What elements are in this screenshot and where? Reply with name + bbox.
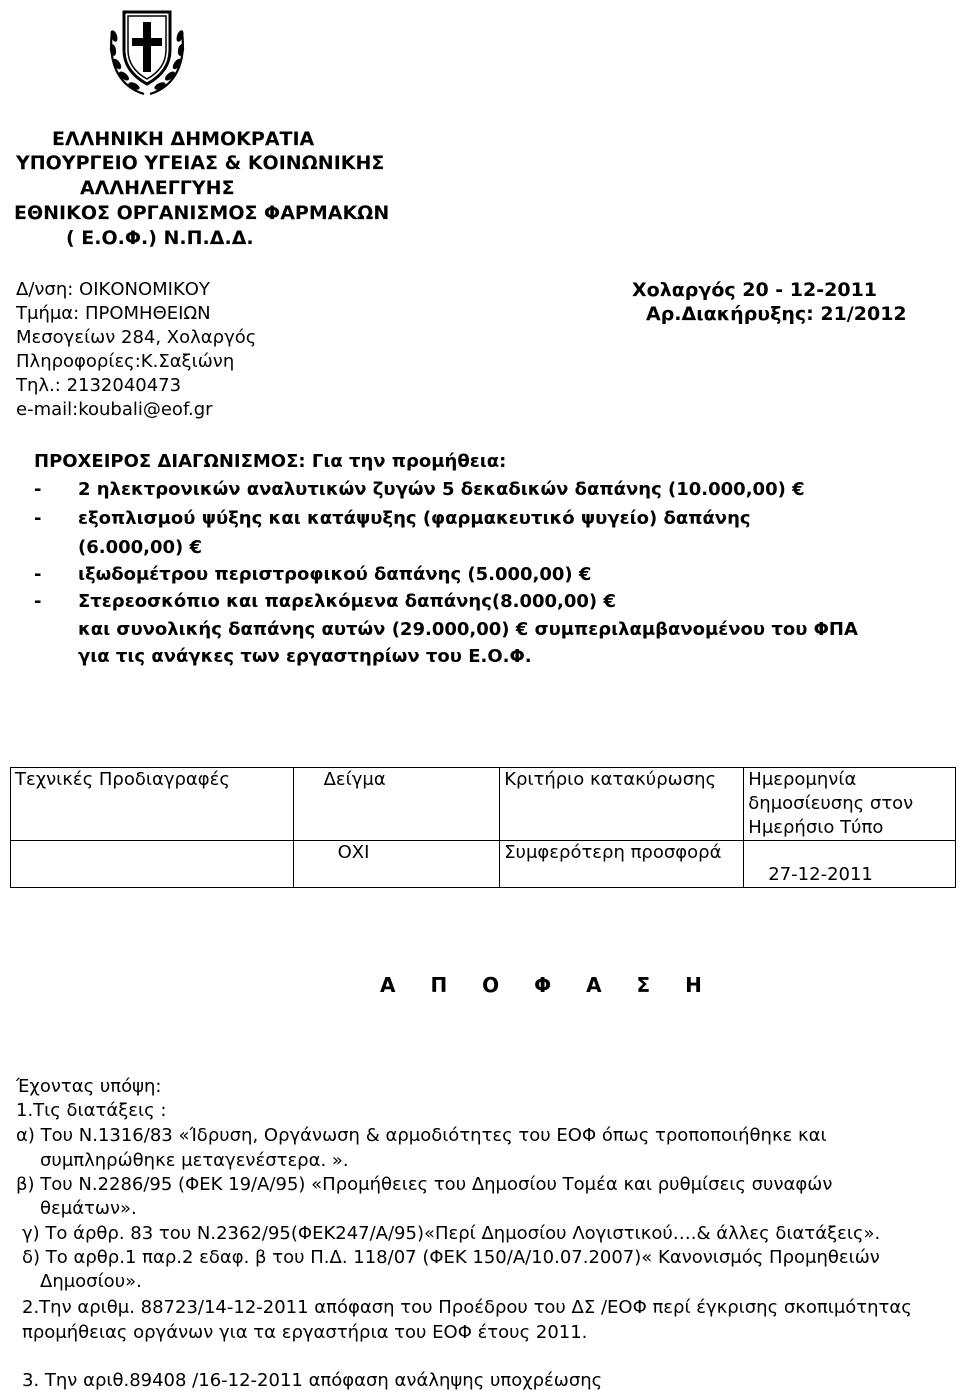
org-line: ΕΛΛΗΝΙΚΗ ΔΗΜΟΚΡΑΤΙΑ <box>52 128 315 150</box>
department-line: Τμήμα: ΠΡΟΜΗΘΕΙΩΝ <box>16 303 211 324</box>
place-date: Χολαργός 20 - 12-2011 <box>632 279 878 301</box>
table-cell <box>293 841 500 888</box>
email-line: e-mail:koubali@eof.gr <box>16 399 213 420</box>
body-paragraph: γ) Το άρθρ. 83 του Ν.2362/95(ΦΕΚ247/Α/95)«Περί Δημοσίου Λογιστικού….& άλλες διατάξεις». <box>22 1223 881 1244</box>
subject-item: (6.000,00) € <box>78 537 203 558</box>
body-paragraph: 1.Τις διατάξεις : <box>16 1100 167 1121</box>
greek-emblem-icon <box>104 2 190 100</box>
table-cell <box>11 841 294 888</box>
subject-purpose: για τις ανάγκες των εργαστηρίων του Ε.Ο.Φ. <box>78 646 532 667</box>
body-paragraph: συμπληρώθηκε μεταγενέστερα. ». <box>40 1150 349 1171</box>
division-line: Δ/νση: ΟΙΚΟΝΟΜΙΚΟΥ <box>16 279 210 300</box>
table-row <box>11 841 956 888</box>
table-header-row <box>11 768 956 841</box>
subject-item: Στερεοσκόπιο και παρελκόμενα δαπάνης(8.000,00) € <box>78 591 616 612</box>
body-paragraph: 2.Την αριθμ. 88723/14-12-2011 απόφαση του Προέδρου του ΔΣ /ΕΟΦ περί έγκρισης σκοπιμότητας <box>22 1297 912 1318</box>
subject-item: ιξωδομέτρου περιστροφικού δαπάνης (5.000,00) € <box>78 564 592 585</box>
tender-number: Αρ.Διακήρυξης: 21/2012 <box>646 303 907 325</box>
table-header-cell <box>293 768 500 841</box>
subject-dash: - <box>34 479 42 500</box>
phone-line: Τηλ.: 2132040473 <box>16 375 182 396</box>
body-intro: Έχοντας υπόψη: <box>16 1076 162 1097</box>
org-line: ΥΠΟΥΡΓΕΙΟ ΥΓΕΙΑΣ & ΚΟΙΝΩΝΙΚΗΣ <box>16 152 385 174</box>
body-paragraph: προμήθειας οργάνων για τα εργαστήρια του ΕΟΦ έτους 2011. <box>22 1322 588 1343</box>
body-paragraph: β) Του Ν.2286/95 (ΦΕΚ 19/Α/95) «Προμήθειες του Δημοσίου Τομέα και ρυθμίσεις συναφών <box>16 1174 833 1195</box>
subject-dash: - <box>34 508 42 529</box>
table-header-text: Δείγμα <box>323 769 386 790</box>
specification-table <box>10 767 956 888</box>
sample-value: ΟΧΙ <box>337 842 370 863</box>
subject-dash: - <box>34 564 42 585</box>
body-paragraph: θεμάτων». <box>40 1198 137 1219</box>
publication-date: 27-12-2011 <box>768 864 873 885</box>
subject-item: 2 ηλεκτρονικών αναλυτικών ζυγών 5 δεκαδικών δαπάνης (10.000,00) € <box>78 479 805 500</box>
body-paragraph: α) Του Ν.1316/83 «Ίδρυση, Οργάνωση & αρμοδιότητες του ΕΟΦ όπως τροποποιήθηκε και <box>16 1125 827 1146</box>
subject-heading: ΠΡΟΧΕΙΡΟΣ ΔΙΑΓΩΝΙΣΜΟΣ: Για την προμήθεια: <box>34 451 507 472</box>
body-paragraph: 3. Την αριθ.89408 /16-12-2011 απόφαση ανάληψης υποχρέωσης <box>22 1370 603 1391</box>
table-header-cell: Τεχνικές Προδιαγραφές <box>11 768 294 841</box>
subject-item: εξοπλισμού ψύξης και κατάψυξης (φαρμακευτικό ψυγείο) δαπάνης <box>78 508 751 529</box>
org-line: ΕΘΝΙΚΟΣ ΟΡΓΑΝΙΣΜΟΣ ΦΑΡΜΑΚΩΝ <box>14 202 390 224</box>
table-cell <box>744 841 956 888</box>
body-paragraph: Δημοσίου». <box>40 1271 142 1292</box>
info-line: Πληροφορίες:Κ.Σαξιώνη <box>16 351 235 372</box>
org-line: ΑΛΛΗΛΕΓΓΥΗΣ <box>80 177 235 199</box>
address-line: Μεσογείων 284, Χολαργός <box>16 327 257 348</box>
table-header-cell: Ημερομηνία δημοσίευσης στον Ημερήσιο Τύπο <box>744 768 956 841</box>
table-header-cell: Κριτήριο κατακύρωσης <box>500 768 744 841</box>
table-cell: Συμφερότερη προσφορά <box>500 841 744 888</box>
subject-dash: - <box>34 591 42 612</box>
body-paragraph: δ) Το αρθρ.1 παρ.2 εδαφ. β του Π.Δ. 118/07 (ΦΕΚ 150/Α/10.07.2007)« Κανονισμός Προμηθειών <box>22 1247 880 1268</box>
subject-total: και συνολικής δαπάνης αυτών (29.000,00) € συμπεριλαμβανομένου του ΦΠΑ <box>78 619 858 640</box>
decision-title: Α Π Ο Φ Α Σ Η <box>380 973 716 997</box>
org-line: ( Ε.Ο.Φ.) Ν.Π.Δ.Δ. <box>66 227 254 249</box>
